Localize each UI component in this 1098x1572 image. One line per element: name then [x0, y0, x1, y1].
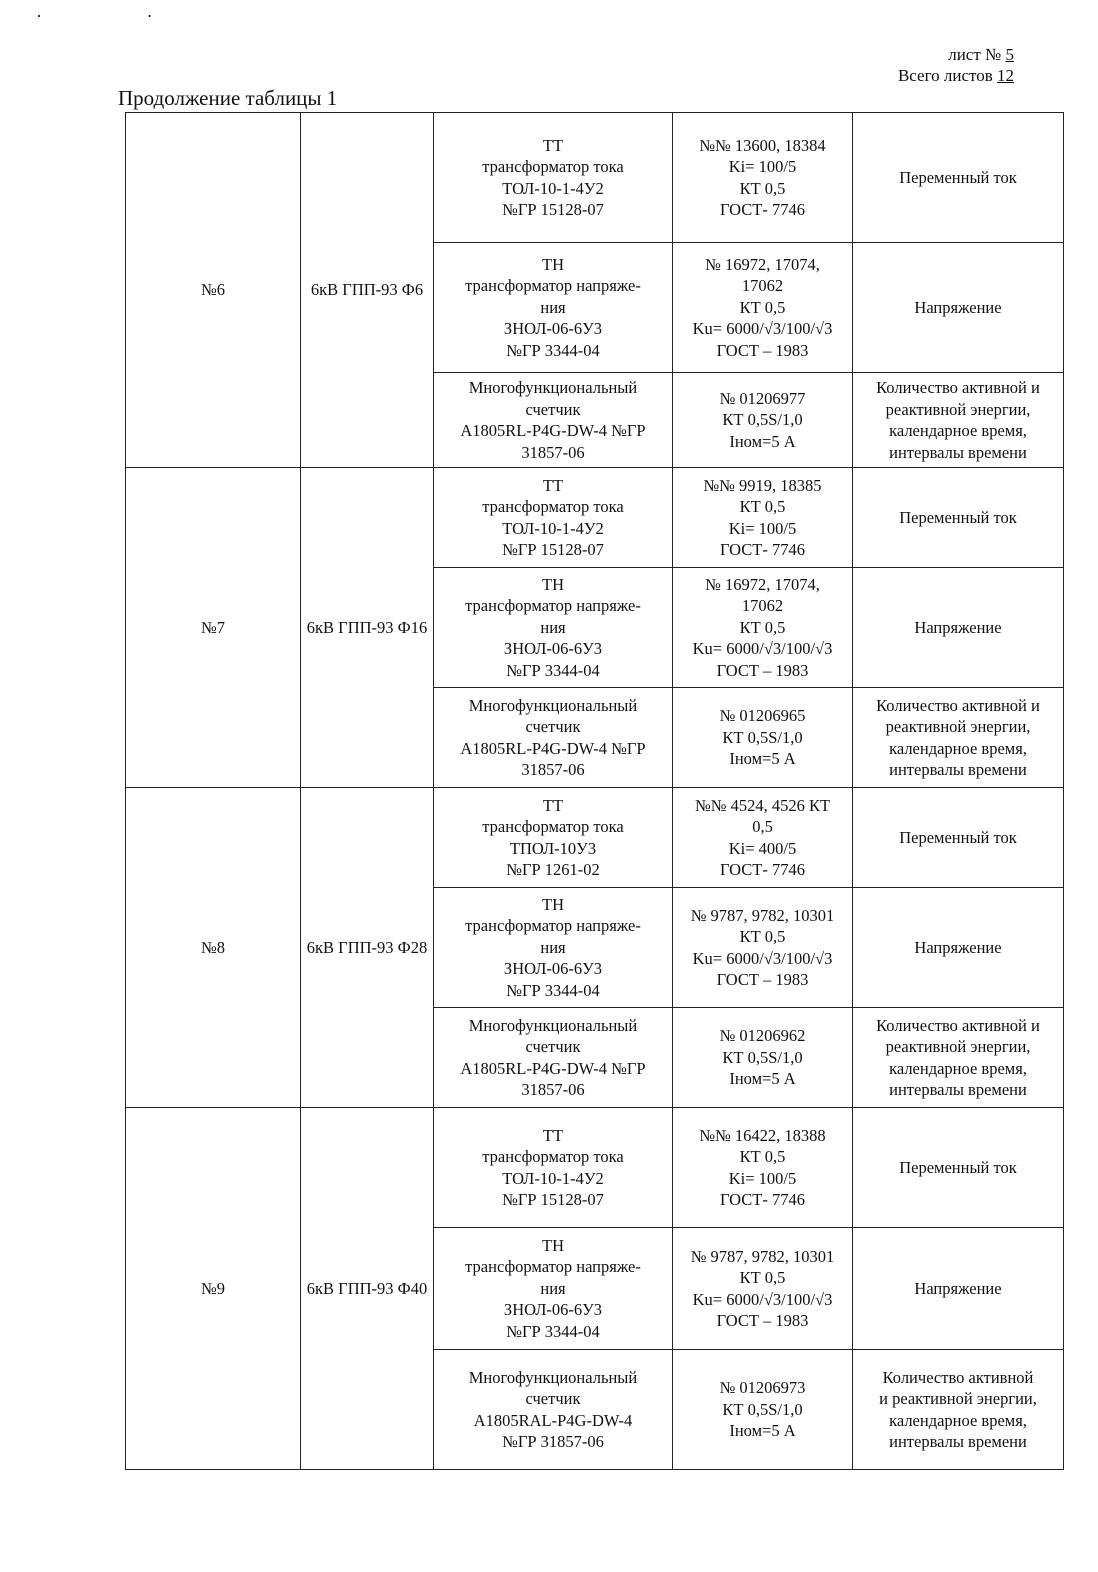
- params-text: № 9787, 9782, 10301 КТ 0,5 Ku= 6000/√3/100/√3 ГОСТ – 1983: [690, 1246, 835, 1330]
- device-text: ТТ трансформатор тока ТОЛ-10-1-4У2 №ГР 15128-07: [482, 135, 624, 219]
- measured-cell: [853, 1350, 1064, 1470]
- table-body: [126, 113, 1064, 1470]
- measured-cell: [853, 468, 1064, 568]
- params-text: №№ 13600, 18384 Ki= 100/5 КТ 0,5 ГОСТ- 7746: [699, 135, 826, 219]
- device-cell: [434, 1108, 673, 1228]
- table-row: [126, 468, 1064, 568]
- table-row: [126, 113, 1064, 243]
- params-text: № 16972, 17074, 17062 КТ 0,5 Ku= 6000/√3/100/√3 ГОСТ – 1983: [692, 254, 833, 360]
- params-cell: [673, 788, 853, 888]
- measured-text: Количество активной и реактивной энергии, календарное время, интервалы времени: [876, 378, 1040, 462]
- device-cell: [434, 468, 673, 568]
- total-label: Всего листов: [897, 66, 993, 85]
- device-text: ТТ трансформатор тока ТОЛ-10-1-4У2 №ГР 15128-07: [482, 1125, 624, 1209]
- device-cell: [434, 1228, 673, 1350]
- params-text: № 16972, 17074, 17062 КТ 0,5 Ku= 6000/√3/100/√3 ГОСТ – 1983: [692, 574, 833, 680]
- measured-cell: [853, 373, 1064, 468]
- measured-cell: [853, 568, 1064, 688]
- measured-cell: [853, 243, 1064, 373]
- device-cell: [434, 688, 673, 788]
- measured-text: Напряжение: [914, 297, 1002, 317]
- params-text: №№ 9919, 18385 КТ 0,5 Ki= 100/5 ГОСТ- 7746: [703, 475, 822, 559]
- params-cell: [673, 1228, 853, 1350]
- channel-number-cell: №9: [126, 1108, 301, 1470]
- sheet-number: 5: [1005, 45, 1014, 64]
- channel-number-cell: №6: [126, 113, 301, 468]
- params-text: № 9787, 9782, 10301 КТ 0,5 Ku= 6000/√3/100/√3 ГОСТ – 1983: [690, 905, 835, 989]
- device-cell: [434, 113, 673, 243]
- device-cell: [434, 788, 673, 888]
- measured-cell: [853, 888, 1064, 1008]
- params-cell: [673, 1350, 853, 1470]
- measured-text: Напряжение: [914, 617, 1002, 637]
- device-text: Многофункциональный счетчик А1805RL-P4G-DW-4 №ГР 31857-06: [460, 378, 646, 462]
- params-cell: [673, 468, 853, 568]
- total-line: [898, 65, 1014, 86]
- device-text: ТН трансформатор напряже- ния ЗНОЛ-06-6У3 №ГР 3344-04: [465, 254, 641, 360]
- device-cell: [434, 568, 673, 688]
- sheet-line: [898, 44, 1014, 65]
- params-cell: [673, 1008, 853, 1108]
- total-number: 12: [997, 66, 1014, 85]
- measured-text: Количество активной и реактивной энергии, календарное время, интервалы времени: [876, 695, 1040, 779]
- measured-text: Переменный ток: [899, 507, 1017, 527]
- device-cell: [434, 1008, 673, 1108]
- params-cell: [673, 1108, 853, 1228]
- params-cell: [673, 688, 853, 788]
- table-row: [126, 788, 1064, 888]
- table-row: [126, 1108, 1064, 1228]
- feeder-cell: 6кВ ГПП-93 Ф40: [301, 1108, 434, 1470]
- feeder-cell: 6кВ ГПП-93 Ф28: [301, 788, 434, 1108]
- page-header: [898, 44, 1014, 86]
- device-cell: [434, 888, 673, 1008]
- params-text: №№ 16422, 18388 КТ 0,5 Ki= 100/5 ГОСТ- 7746: [699, 1125, 826, 1209]
- device-cell: [434, 373, 673, 468]
- params-cell: [673, 888, 853, 1008]
- channel-number-cell: №7: [126, 468, 301, 788]
- table-caption: Продолжение таблицы 1: [118, 86, 338, 110]
- measured-cell: [853, 788, 1064, 888]
- params-text: №№ 4524, 4526 КТ 0,5 Ki= 400/5 ГОСТ- 7746: [694, 795, 831, 879]
- channel-number-cell: №8: [126, 788, 301, 1108]
- feeder-cell: 6кВ ГПП-93 Ф6: [301, 113, 434, 468]
- scan-specks: · ·: [36, 6, 203, 26]
- measured-text: Количество активной и реактивной энергии, календарное время, интервалы времени: [876, 1015, 1040, 1099]
- measured-text: Переменный ток: [899, 167, 1017, 187]
- device-cell: [434, 1350, 673, 1470]
- params-text: № 01206962 КТ 0,5S/1,0 Iном=5 А: [719, 1026, 806, 1089]
- measured-text: Переменный ток: [899, 827, 1017, 847]
- device-text: ТН трансформатор напряже- ния ЗНОЛ-06-6У3 №ГР 3344-04: [465, 574, 641, 680]
- device-text: Многофункциональный счетчик А1805RL-P4G-DW-4 №ГР 31857-06: [460, 695, 646, 779]
- measured-cell: [853, 1008, 1064, 1108]
- measured-cell: [853, 113, 1064, 243]
- measured-cell: [853, 688, 1064, 788]
- params-cell: [673, 568, 853, 688]
- measured-text: Напряжение: [914, 1278, 1002, 1298]
- device-text: Многофункциональный счетчик А1805RAL-P4G-DW-4 №ГР 31857-06: [468, 1367, 638, 1451]
- measured-text: Количество активной и реактивной энергии, календарное время, интервалы времени: [879, 1367, 1037, 1451]
- measured-text: Напряжение: [914, 937, 1002, 957]
- params-cell: [673, 243, 853, 373]
- measured-cell: [853, 1228, 1064, 1350]
- params-text: № 01206973 КТ 0,5S/1,0 Iном=5 А: [719, 1378, 806, 1441]
- params-text: № 01206965 КТ 0,5S/1,0 Iном=5 А: [719, 706, 806, 769]
- device-text: ТТ трансформатор тока ТПОЛ-10У3 №ГР 1261-02: [482, 795, 624, 879]
- params-cell: [673, 373, 853, 468]
- params-text: № 01206977 КТ 0,5S/1,0 Iном=5 А: [719, 388, 806, 451]
- measured-cell: [853, 1108, 1064, 1228]
- params-cell: [673, 113, 853, 243]
- device-text: ТН трансформатор напряже- ния ЗНОЛ-06-6У3 №ГР 3344-04: [465, 1235, 641, 1341]
- device-text: ТН трансформатор напряже- ния ЗНОЛ-06-6У3 №ГР 3344-04: [465, 894, 641, 1000]
- device-text: Многофункциональный счетчик А1805RL-P4G-DW-4 №ГР 31857-06: [460, 1015, 646, 1099]
- measurement-table: [125, 112, 1064, 1470]
- device-text: ТТ трансформатор тока ТОЛ-10-1-4У2 №ГР 15128-07: [482, 475, 624, 559]
- device-cell: [434, 243, 673, 373]
- measured-text: Переменный ток: [899, 1157, 1017, 1177]
- feeder-cell: 6кВ ГПП-93 Ф16: [301, 468, 434, 788]
- sheet-label: лист №: [948, 45, 1002, 64]
